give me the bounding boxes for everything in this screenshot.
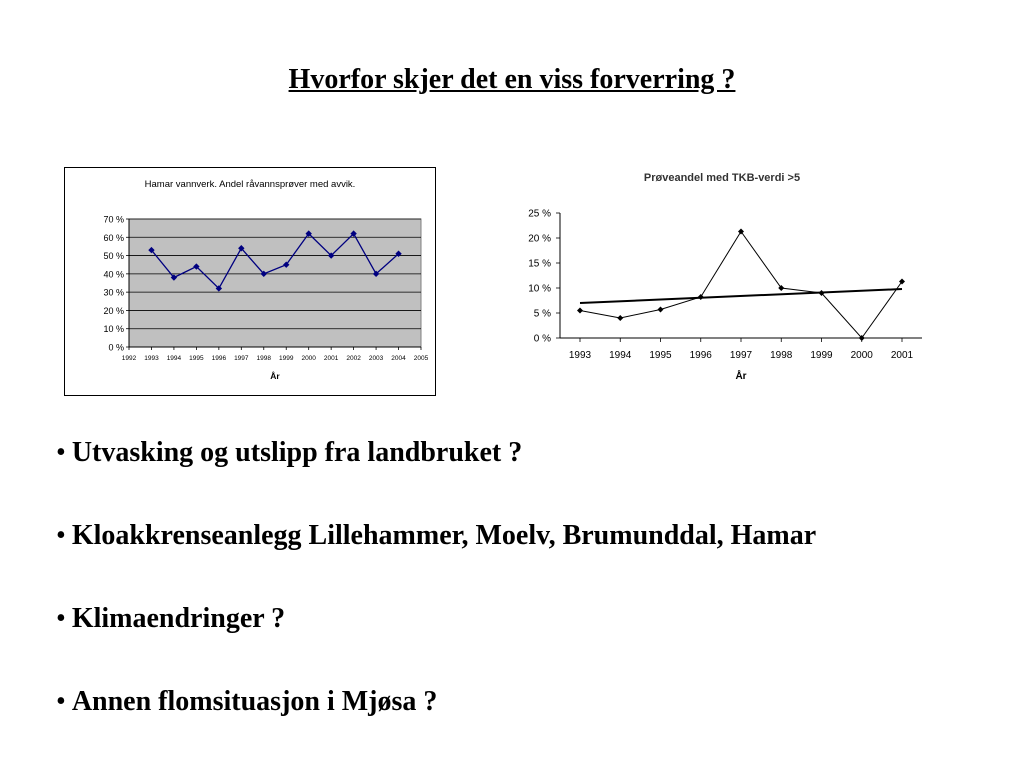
bullet-text: Kloakkrenseanlegg Lillehammer, Moelv, Brumunddal, Hamar — [71, 520, 817, 551]
tkb-chart — [490, 160, 940, 392]
x-tick-label: 1995 — [649, 350, 672, 361]
x-axis-label: År — [735, 371, 747, 382]
x-tick-label: 1999 — [278, 355, 294, 362]
bullet-item — [56, 685, 1016, 719]
x-tick-label: 2001 — [323, 355, 339, 362]
plot-area — [129, 219, 421, 347]
x-tick-label: 1992 — [121, 355, 137, 362]
series-line — [580, 232, 902, 339]
bullet-list — [56, 436, 1016, 768]
bullet-text: Klimaendringer ? — [71, 603, 286, 634]
x-tick-label: 2001 — [890, 350, 914, 361]
hamar-avvik-chart-svg — [65, 168, 435, 395]
data-point — [577, 308, 583, 314]
chart-title: Prøveandel med TKB-verdi >5 — [643, 172, 801, 184]
x-tick-label: 1994 — [166, 355, 182, 362]
y-tick-label: 5 % — [533, 308, 551, 320]
chart-title: Hamar vannverk. Andel råvannsprøver med avvik. — [144, 179, 356, 190]
bullet-marker: • — [56, 686, 66, 717]
bullet-marker: • — [56, 437, 66, 468]
x-tick-label: 1998 — [770, 350, 793, 361]
tkb-chart-svg — [490, 160, 940, 392]
y-tick-label: 20 % — [103, 305, 124, 316]
y-tick-label: 20 % — [528, 233, 551, 245]
y-tick-label: 10 % — [103, 324, 124, 335]
y-tick-label: 15 % — [528, 258, 551, 270]
x-tick-label: 2004 — [391, 355, 406, 362]
data-point — [658, 307, 664, 313]
y-tick-label: 10 % — [528, 283, 551, 295]
bullet-item — [56, 602, 1016, 636]
x-tick-label: 1993 — [144, 355, 159, 362]
bullet-marker: • — [56, 520, 66, 551]
bullet-item — [56, 519, 1016, 553]
y-tick-label: 50 % — [103, 251, 124, 262]
bullet-text: Annen flomsituasjon i Mjøsa ? — [71, 686, 438, 717]
hamar-avvik-chart — [64, 167, 436, 396]
x-tick-label: 2002 — [346, 355, 361, 362]
bullet-text: Utvasking og utslipp fra landbruket ? — [71, 437, 523, 468]
x-tick-label: 2000 — [850, 350, 873, 361]
bullet-item — [56, 436, 1016, 470]
y-tick-label: 70 % — [103, 214, 124, 225]
x-tick-label: 1998 — [256, 355, 272, 362]
x-tick-label: 1997 — [234, 355, 249, 362]
x-tick-label: 2000 — [301, 355, 316, 362]
data-point — [617, 315, 623, 321]
y-tick-label: 40 % — [103, 269, 124, 280]
y-tick-label: 30 % — [103, 287, 124, 298]
trend-line — [580, 289, 902, 303]
y-tick-label: 25 % — [528, 208, 551, 220]
x-tick-label: 1996 — [689, 350, 712, 361]
y-tick-label: 60 % — [103, 232, 124, 243]
x-tick-label: 1999 — [810, 350, 833, 361]
bullet-marker: • — [56, 603, 66, 634]
x-tick-label: 2005 — [413, 355, 429, 362]
x-tick-label: 2003 — [368, 355, 384, 362]
x-tick-label: 1997 — [729, 350, 753, 361]
x-axis-label: År — [270, 371, 280, 381]
x-tick-label: 1993 — [568, 350, 592, 361]
x-tick-label: 1994 — [609, 350, 632, 361]
slide-title: Hvorfor skjer det en viss forverring ? — [288, 64, 736, 95]
x-tick-label: 1996 — [211, 355, 227, 362]
x-tick-label: 1995 — [189, 355, 204, 362]
y-tick-label: 0 % — [533, 333, 551, 345]
y-tick-label: 0 % — [108, 342, 124, 353]
